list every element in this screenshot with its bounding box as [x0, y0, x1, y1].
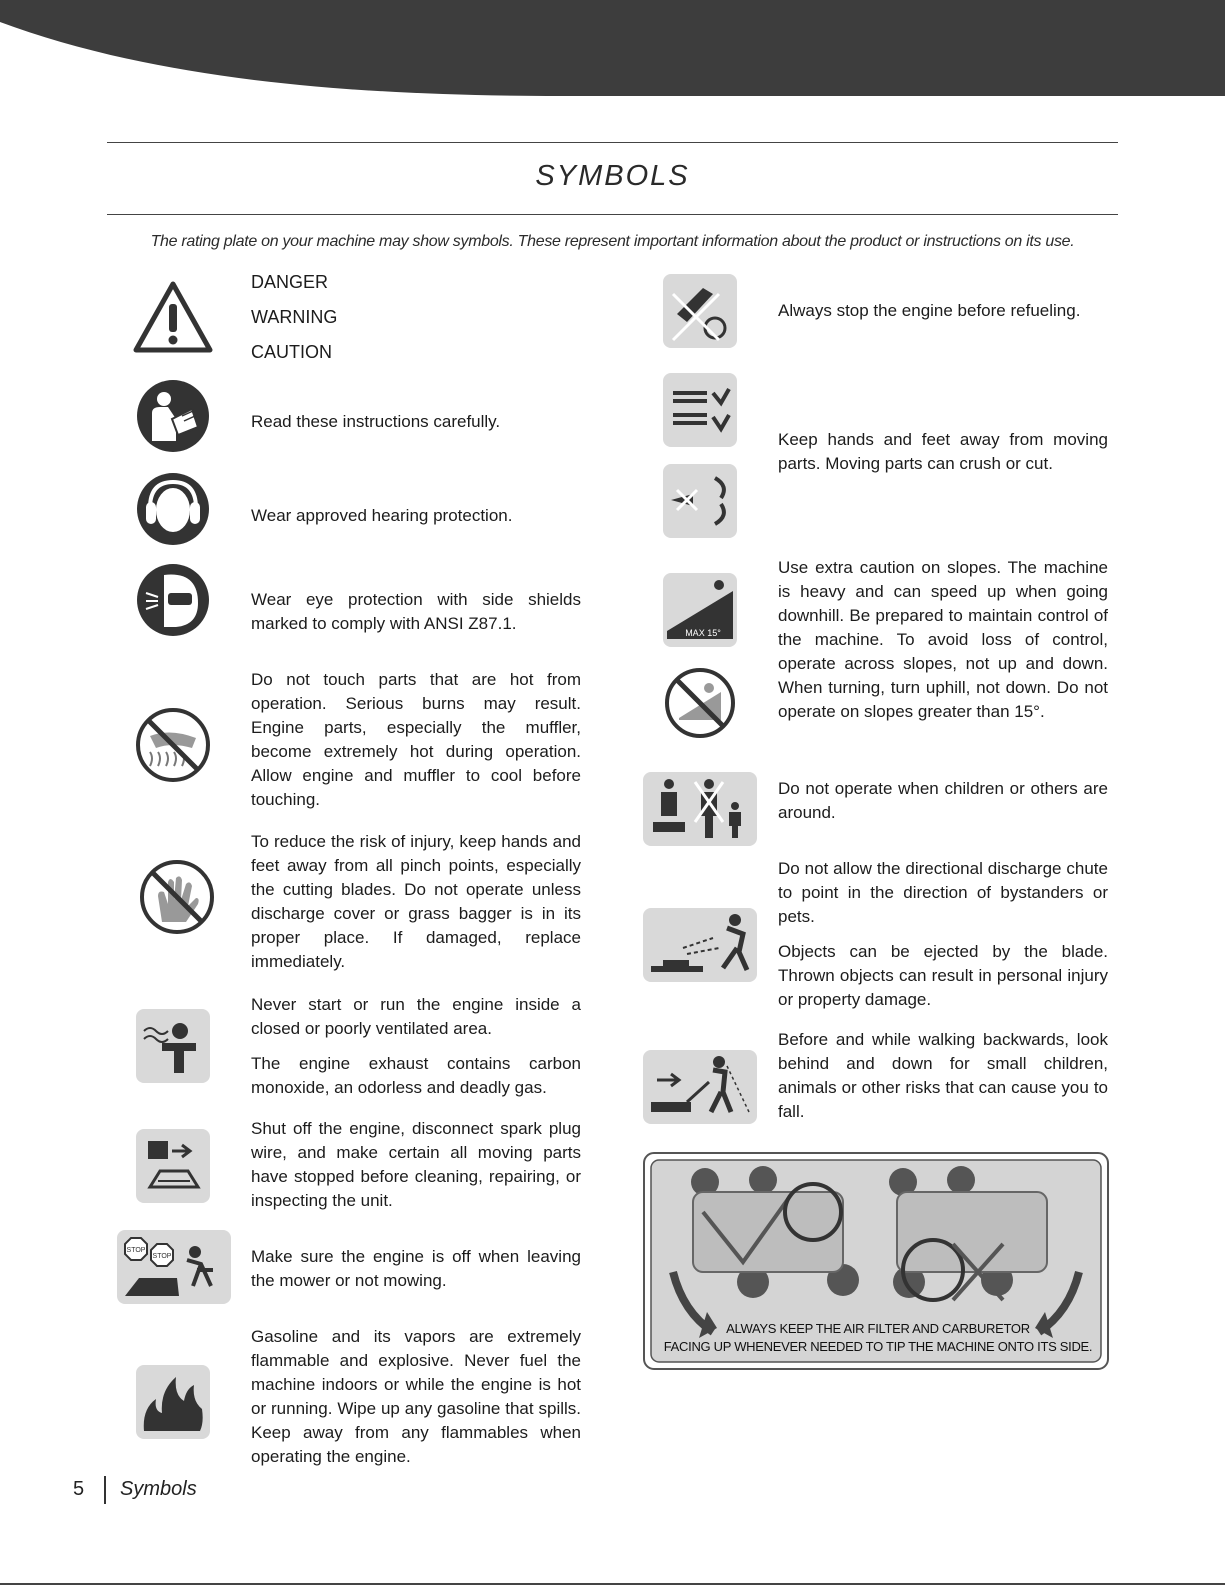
stop-sign-label-2: STOP [152, 1253, 172, 1260]
stop-engine-icon [117, 1230, 231, 1304]
disconnect-spark-plug-icon [136, 1129, 210, 1203]
signal-word-warning: WARNING [251, 307, 338, 327]
header-banner [0, 0, 1225, 96]
slope-prohibited-icon [663, 666, 737, 740]
moving-parts-text: Keep hands and feet away from moving parts. Moving parts can crush or cut. [778, 430, 1108, 473]
shut-off-text: Shut off the engine, disconnect spark plug wire, and make certain all moving parts have stopped before cleaning, repairing, or inspecting the unit. [251, 1119, 581, 1210]
ejected-text: Objects can be ejected by the blade. Thrown objects can result in personal injury or property damage. [778, 942, 1108, 1009]
gasoline-text: Gasoline and its vapors are extremely flammable and explosive. Never fuel the machine indoors or while the engine is hot or running. Wipe up any gasoline that spills. Keep away from any flammables when operating the engine. [251, 1327, 581, 1466]
thrown-objects-icon [643, 908, 757, 982]
page-title: SYMBOLS [535, 160, 690, 192]
look-behind-icon [643, 1050, 757, 1124]
pinch-point-prohibited-icon [140, 860, 214, 934]
slope-max-15-icon [663, 573, 737, 647]
no-children-icon [643, 772, 757, 846]
signal-word-caution: CAUTION [251, 342, 332, 362]
read-instructions-text: Read these instructions carefully. [251, 412, 501, 431]
tip-machine-illustration [643, 1152, 1109, 1370]
stop-sign-label: STOP [126, 1247, 146, 1254]
page-number: 5 [73, 1478, 85, 1500]
hot-surface-prohibited-icon [136, 708, 210, 782]
eye-protection-text: Wear eye protection with side shields marked to comply with ANSI Z87.1. [251, 590, 581, 633]
moving-parts-hand-icon [663, 464, 737, 538]
warning-triangle-icon [133, 280, 213, 354]
discharge-text: Do not allow the directional discharge chute to point in the direction of bystanders or pets. [778, 859, 1108, 926]
eye-protection-icon [136, 563, 210, 637]
footer-divider [104, 1476, 106, 1504]
ventilation-text: Never start or run the engine inside a closed or poorly ventilated area. [251, 995, 581, 1038]
hot-parts-text: Do not touch parts that are hot from operation. Serious burns may result. Engine parts, especially the muffler, become extremely hot during operation. Allow engine and muffler to cool before touching. [251, 670, 581, 809]
signal-word-danger: DANGER [251, 272, 329, 292]
moving-parts-feet-icon [663, 373, 737, 447]
footer-section-label: Symbols [120, 1478, 197, 1500]
intro-text: The rating plate on your machine may show symbols. These represent important information about the product or instructions on its use. [150, 233, 1075, 250]
slopes-text: Use extra caution on slopes. The machine is heavy and can speed up when going downhill. Be prepared to maintain control of the machine. To avoid loss of control, operate across slopes, not up and down. When turning, turn uphill, not down. Do not operate on slopes greater than 15°. [778, 558, 1108, 721]
slope-badge: MAX 15° [685, 628, 721, 638]
tip-caption-line-1: ALWAYS KEEP THE AIR FILTER AND CARBURETOR [726, 1321, 1030, 1336]
hearing-protection-icon [136, 472, 210, 546]
flammable-icon [136, 1365, 210, 1439]
stop-engine-before-refueling-icon [663, 274, 737, 348]
backwards-text: Before and while walking backwards, look behind and down for small children, animals or other risks that can cause you to fall. [778, 1030, 1108, 1121]
title-bottom-rule [107, 214, 1118, 215]
exhaust-text: The engine exhaust contains carbon monoxide, an odorless and deadly gas. [251, 1054, 581, 1097]
toxic-fumes-icon [136, 1009, 210, 1083]
tip-caption-line-2: FACING UP WHENEVER NEEDED TO TIP THE MACHINE ONTO ITS SIDE. [663, 1339, 1093, 1354]
read-manual-icon [136, 379, 210, 453]
pinch-point-text: To reduce the risk of injury, keep hands and feet away from all pinch points, especially the cutting blades. Do not operate unless discharge cover or grass bagger is in its proper place. If damaged, replace immediately. [251, 832, 581, 971]
engine-off-text: Make sure the engine is off when leaving the mower or not mowing. [251, 1247, 581, 1290]
hearing-protection-text: Wear approved hearing protection. [251, 506, 513, 525]
children-text: Do not operate when children or others are around. [778, 779, 1108, 822]
refuel-text: Always stop the engine before refueling. [778, 301, 1081, 320]
title-top-rule [107, 142, 1118, 143]
